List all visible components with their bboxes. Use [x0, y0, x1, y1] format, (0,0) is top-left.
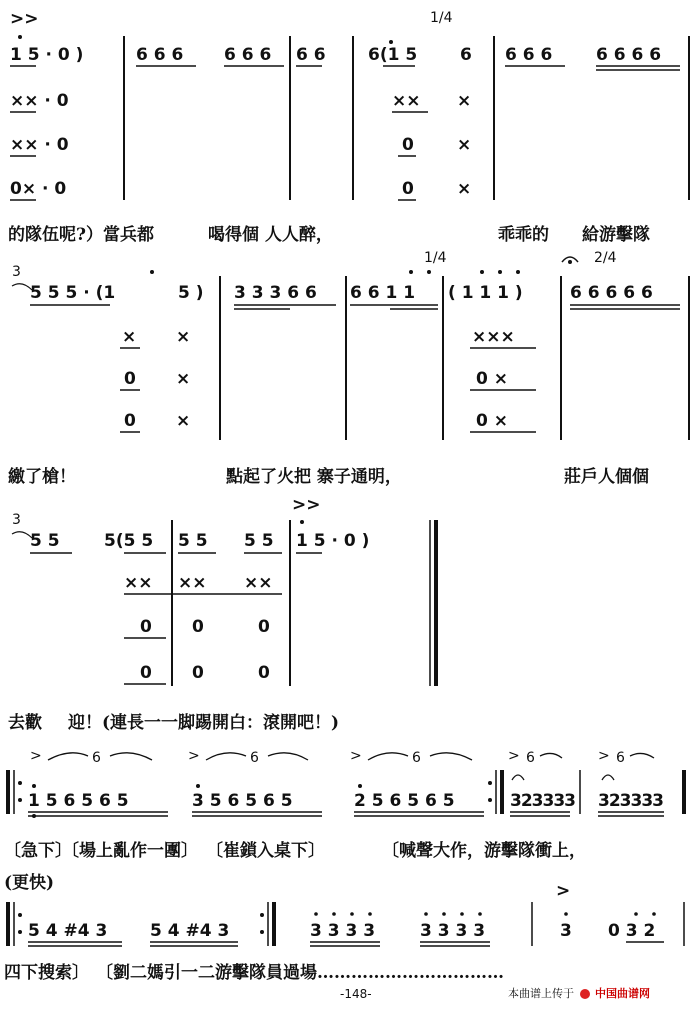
percussion-part: ×× · 0: [10, 91, 69, 111]
percussion-part: ×: [457, 135, 472, 155]
octave-dot: [18, 35, 22, 39]
melody-notes: 3 3 3 3: [420, 921, 486, 941]
melody-notes: 5 5: [30, 531, 60, 551]
source-note: 本曲谱上传于: [508, 987, 574, 1000]
time-signature: 2/4: [594, 250, 617, 266]
melody-notes: 3: [12, 264, 21, 280]
direction-text: 〔崔鎖入桌下〕: [206, 841, 325, 861]
melody-notes: 3 3 3 3: [310, 921, 376, 941]
system-1: [10, 9, 689, 200]
direction-text: 〔急下〕: [4, 841, 72, 861]
percussion-part: ××: [244, 573, 273, 593]
direction-text: 四下搜索〕: [4, 963, 89, 983]
system-2: [12, 250, 689, 440]
melody-notes: 5 5: [178, 531, 208, 551]
time-signature: 1/4: [430, 10, 453, 26]
svg-text:6: 6: [616, 750, 625, 766]
svg-text:>: >: [508, 748, 520, 764]
melody-notes: 5 5: [244, 531, 274, 551]
percussion-part: ×: [122, 327, 137, 347]
melody-notes: 6 6 6 6 6: [570, 283, 653, 303]
melody-notes: 323333: [510, 791, 575, 811]
percussion-part: 0: [192, 617, 204, 637]
tuplet-mark: [350, 748, 472, 766]
lyric-text: 莊戶人個個: [564, 467, 649, 487]
stage-directions: [4, 836, 698, 860]
lyrics-line: [8, 708, 698, 732]
melody-notes: 3 3 3 6 6: [234, 283, 317, 303]
percussion-part: 0: [140, 663, 152, 683]
melody-notes: 3: [12, 512, 21, 528]
page-number: -148-: [340, 987, 372, 1001]
svg-text:6: 6: [92, 750, 101, 766]
percussion-part: ×: [176, 369, 191, 389]
time-signature: 1/4: [424, 250, 447, 266]
percussion-part: 0 ×: [476, 369, 508, 389]
direction-text: 〔喊聲大作，游擊隊衝上，: [382, 841, 586, 861]
tuplet-mark: [30, 748, 152, 766]
melody-notes: 1 5 6 5 6 5: [28, 791, 129, 811]
source-site: 中国曲谱网: [595, 987, 650, 1000]
melody-notes: 6 6 6: [505, 45, 553, 65]
melody-notes: 5 4 #4 3: [150, 921, 230, 941]
melody-notes: 5(5 5: [104, 531, 154, 551]
svg-text:>: >: [350, 748, 362, 764]
site-logo-icon: [580, 989, 590, 999]
lyric-text: 喝得個 人人醉，: [208, 225, 333, 245]
melody-notes: 6 6 6: [136, 45, 184, 65]
percussion-part: ××: [178, 573, 207, 593]
percussion-part: ××: [124, 573, 153, 593]
melody-notes: 6 6 1 1: [350, 283, 416, 303]
lyric-text: 迎！(連長一一脚踢開白：滾開吧！): [68, 713, 340, 733]
melody-notes: 3 5 6 5 6 5: [192, 791, 293, 811]
percussion-part: 0: [140, 617, 152, 637]
system-3: [12, 495, 436, 686]
melody-notes: ( 1 1 1 ): [448, 283, 523, 303]
lyric-text: 去歡: [8, 713, 42, 733]
fermata-mark: [602, 775, 614, 780]
melody-notes: 6(1 5: [368, 45, 418, 65]
melody-notes: 3: [560, 921, 572, 941]
direction-text: 〔劉二媽引一二游擊隊員過場……………………………: [96, 963, 504, 983]
melody-notes: 6 6: [296, 45, 326, 65]
percussion-part: 0: [402, 179, 414, 199]
melody-notes: 5 4 #4 3: [28, 921, 108, 941]
stage-directions: [4, 958, 698, 982]
melody-notes: 6 6 6 6: [596, 45, 662, 65]
lyric-text: 點起了火把 寨子通明，: [226, 467, 402, 487]
tuplet-mark: [188, 748, 308, 766]
melody-notes: 5 ): [178, 283, 204, 303]
percussion-part: 0× · 0: [10, 179, 67, 199]
lyrics-line: [8, 462, 698, 486]
percussion-part: 0: [258, 617, 270, 637]
system-4: [8, 748, 684, 818]
percussion-part: ×: [457, 179, 472, 199]
melody-notes: 5 5 5 · (1: [30, 283, 116, 303]
lyric-text: 繳了槍！: [8, 467, 76, 487]
percussion-part: 0: [402, 135, 414, 155]
svg-text:6: 6: [412, 750, 421, 766]
accent-mark: >>: [10, 9, 39, 29]
svg-text:>: >: [598, 748, 610, 764]
tuplet-mark: [508, 748, 562, 766]
tempo-marking: (更快): [4, 873, 55, 893]
lyric-text: 的隊伍呢?）當兵都: [8, 225, 154, 245]
percussion-part: 0 ×: [476, 411, 508, 431]
melody-notes: 6: [460, 45, 472, 65]
lyrics-line: [8, 220, 698, 244]
percussion-part: ×× · 0: [10, 135, 69, 155]
melody-notes: 323333: [598, 791, 663, 811]
lyric-text: 乖乖的: [498, 225, 549, 245]
lyric-text: 給游擊隊: [582, 225, 650, 245]
melody-notes: 1 5 · 0 ): [10, 45, 84, 65]
melody-notes: 6 6 6: [224, 45, 272, 65]
melody-notes: 1 5 · 0 ): [296, 531, 370, 551]
percussion-part: 0: [192, 663, 204, 683]
svg-text:6: 6: [250, 750, 259, 766]
percussion-part: ××: [392, 91, 421, 111]
melody-notes: 0 3 2: [608, 921, 656, 941]
direction-text: 〔場上亂作一團〕: [62, 841, 198, 861]
percussion-part: 0: [124, 411, 136, 431]
percussion-part: ×: [176, 327, 191, 347]
svg-text:>: >: [188, 748, 200, 764]
accent-mark: >>: [292, 495, 321, 515]
percussion-part: 0: [124, 369, 136, 389]
tuplet-mark: [598, 748, 654, 766]
percussion-part: 0: [258, 663, 270, 683]
fermata-mark: [512, 775, 524, 780]
svg-text:6: 6: [526, 750, 535, 766]
accent-mark: >: [556, 881, 571, 901]
watermark: [508, 985, 650, 1001]
svg-text:>: >: [30, 748, 42, 764]
percussion-part: ×: [457, 91, 472, 111]
percussion-part: ×××: [472, 327, 515, 347]
melody-notes: 2 5 6 5 6 5: [354, 791, 455, 811]
percussion-part: ×: [176, 411, 191, 431]
